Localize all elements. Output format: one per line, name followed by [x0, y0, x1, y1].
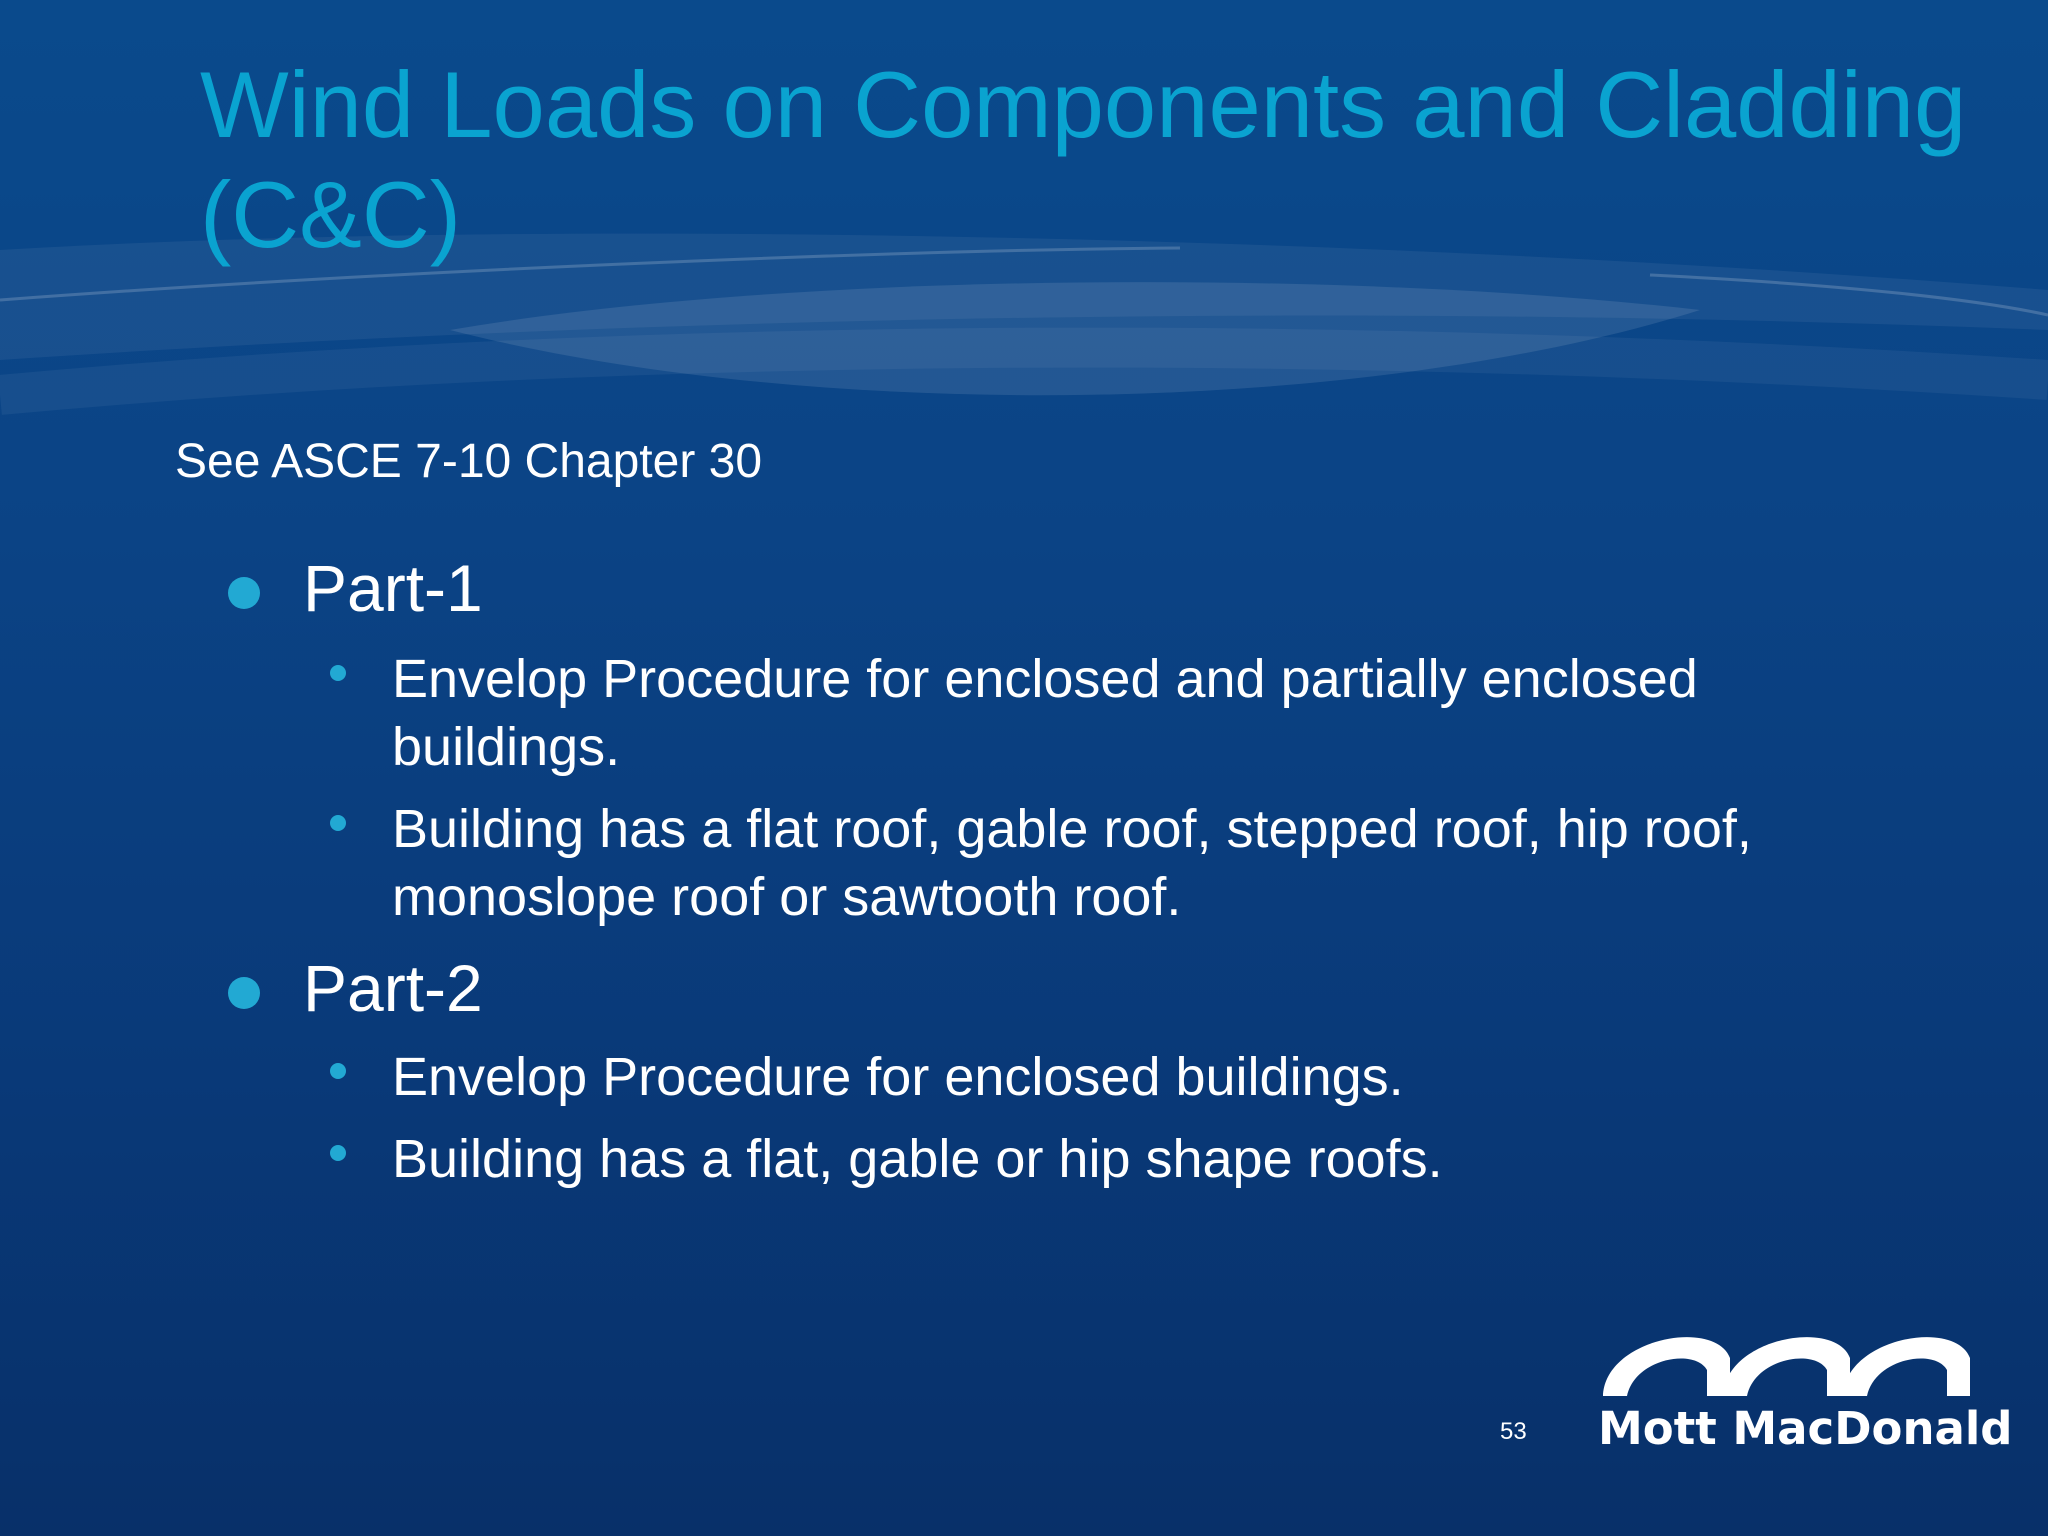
bullet-dot-icon	[228, 577, 260, 609]
slide-title-line-2: (C&C)	[200, 162, 462, 267]
page-number: 53	[1500, 1418, 1527, 1445]
list-item-text: Building has a flat, gable or hip shape roofs.	[392, 1129, 1443, 1189]
list-item-text: Envelop Procedure for enclosed buildings.	[392, 1047, 1404, 1107]
slide-title	[200, 50, 1980, 270]
slide-subtitle: See ASCE 7-10 Chapter 30	[175, 435, 763, 488]
sub-bullet-dot-icon	[330, 1145, 346, 1161]
section-label: Part-2	[303, 951, 483, 1025]
list-item-text: Envelop Procedure for enclosed and partially enclosed buildings.	[392, 649, 1698, 777]
sub-bullet-dot-icon	[330, 1063, 346, 1079]
slide-title-line-1: Wind Loads on Components and Cladding	[200, 52, 1967, 157]
bullet-dot-icon	[228, 977, 260, 1009]
sub-bullet-dot-icon	[330, 665, 346, 681]
list-item-text: Building has a flat roof, gable roof, stepped roof, hip roof, monoslope roof or sawtooth roof.	[392, 799, 1752, 927]
sub-bullet-dot-icon	[330, 815, 346, 831]
section-label: Part-1	[303, 551, 483, 625]
logo-wordmark: Mott MacDonald	[1598, 1402, 2013, 1455]
